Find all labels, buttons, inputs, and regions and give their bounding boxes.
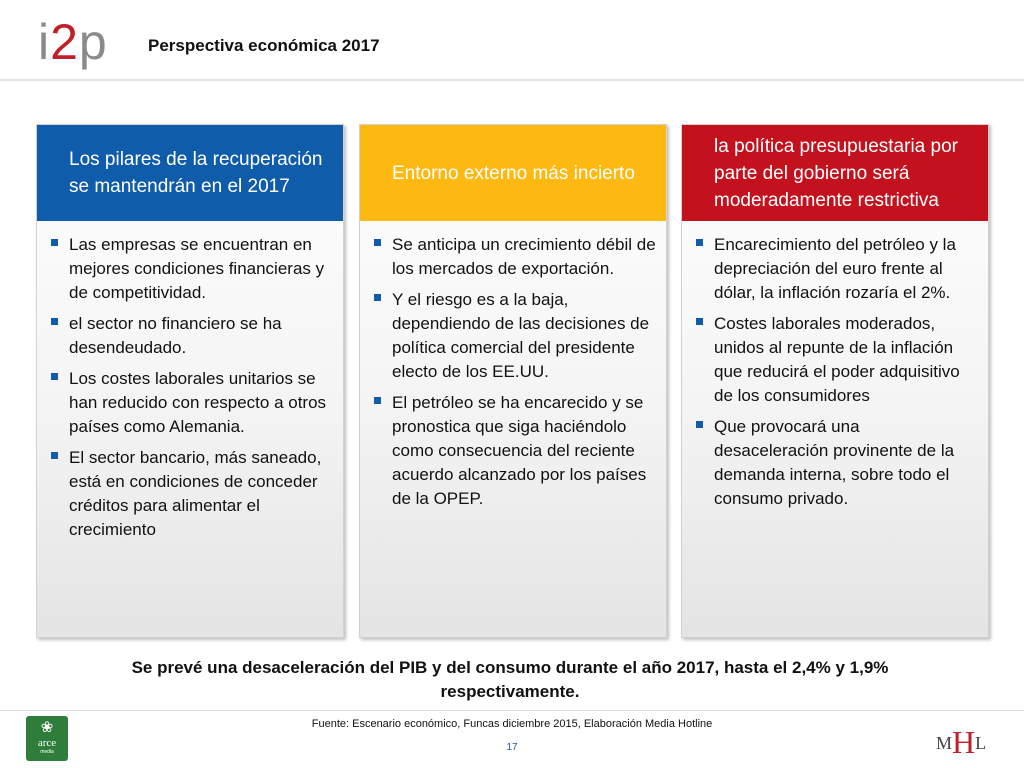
square-bullet-icon	[374, 239, 381, 246]
column-external-environment	[359, 124, 667, 638]
column-body	[682, 233, 988, 518]
list-item-text: Y el riesgo es a la baja, dependiendo de las decisiones de política comercial del presidente electo de los EE.UU.	[392, 290, 650, 381]
list-item	[374, 391, 656, 511]
column-body	[360, 233, 666, 518]
list-item-text: Costes laborales moderados, unidos al repunte de la inflación que reducirá el poder adquisitivo de los consumidores	[714, 314, 960, 405]
list-item-text: Las empresas se encuentran en mejores condiciones financieras y de competitividad.	[69, 235, 325, 302]
column-fiscal-policy	[681, 124, 989, 638]
arce-logo-text: arce	[37, 737, 57, 749]
square-bullet-icon	[696, 318, 703, 325]
i2p-logo	[38, 14, 108, 70]
square-bullet-icon	[374, 294, 381, 301]
bullet-list	[374, 233, 656, 511]
square-bullet-icon	[374, 397, 381, 404]
page-number: 17	[506, 742, 518, 753]
column-body	[37, 233, 343, 549]
logo-letter-p: p	[78, 14, 108, 70]
mhl-letter-h: H	[952, 724, 976, 760]
list-item	[696, 415, 978, 511]
arce-leaf-icon: ❀	[40, 719, 54, 736]
list-item-text: el sector no financiero se ha desendeudado.	[69, 314, 282, 357]
list-item	[51, 312, 333, 360]
square-bullet-icon	[51, 318, 58, 325]
list-item	[696, 233, 978, 305]
column-heading-text: Entorno externo más incierto	[392, 162, 635, 184]
list-item	[374, 233, 656, 281]
square-bullet-icon	[696, 239, 703, 246]
list-item-text: Se anticipa un crecimiento débil de los mercados de exportación.	[392, 235, 656, 278]
mhl-letter-m: M	[936, 733, 953, 753]
slide-title: Perspectiva económica 2017	[148, 36, 380, 55]
column-heading	[360, 125, 666, 221]
square-bullet-icon	[51, 373, 58, 380]
source-note: Fuente: Escenario económico, Funcas diciembre 2015, Elaboración Media Hotline	[311, 718, 713, 730]
bullet-list	[51, 233, 333, 542]
bullet-list	[696, 233, 978, 511]
list-item-text: Encarecimiento del petróleo y la depreciación del euro frente al dólar, la inflación rozaría el 2%.	[714, 235, 956, 302]
list-item	[51, 367, 333, 439]
list-item	[51, 446, 333, 542]
column-heading	[682, 125, 988, 221]
column-heading-text: la política presupuestaria por parte del gobierno será moderadamente restrictiva	[714, 135, 958, 211]
square-bullet-icon	[51, 452, 58, 459]
list-item-text: Los costes laborales unitarios se han reducido con respecto a otros países como Alemania.	[69, 369, 327, 436]
mhl-letter-l: L	[975, 733, 987, 753]
list-item	[374, 288, 656, 384]
column-heading-text: Los pilares de la recuperación se mantendrán en el 2017	[69, 149, 323, 197]
list-item-text: El sector bancario, más saneado, está en condiciones de conceder créditos para alimentar el crecimiento	[69, 448, 322, 539]
logo-letter-i: i	[38, 14, 51, 70]
list-item-text: Que provocará una desaceleración provinente de la demanda interna, sobre todo el consumo privado.	[714, 417, 955, 508]
square-bullet-icon	[51, 239, 58, 246]
header	[0, 0, 1024, 80]
media-hotline-logo	[936, 724, 986, 761]
arce-logo-subtext: media	[40, 749, 54, 755]
list-item	[51, 233, 333, 305]
list-item-text: El petróleo se ha encarecido y se pronostica que siga haciéndolo como consecuencia del reciente acuerdo alcanzado por los países de la OPEP.	[392, 393, 647, 508]
footer-divider	[0, 710, 1024, 711]
logo-digit-2: 2	[50, 14, 79, 70]
conclusion-text: Se prevé una desaceleración del PIB y del consumo durante el año 2017, hasta el 2,4% y 1,9% respectivamente.	[131, 658, 889, 701]
list-item	[696, 312, 978, 408]
square-bullet-icon	[696, 421, 703, 428]
column-heading	[37, 125, 343, 221]
header-divider	[0, 79, 1024, 81]
column-recovery-pillars	[36, 124, 344, 638]
